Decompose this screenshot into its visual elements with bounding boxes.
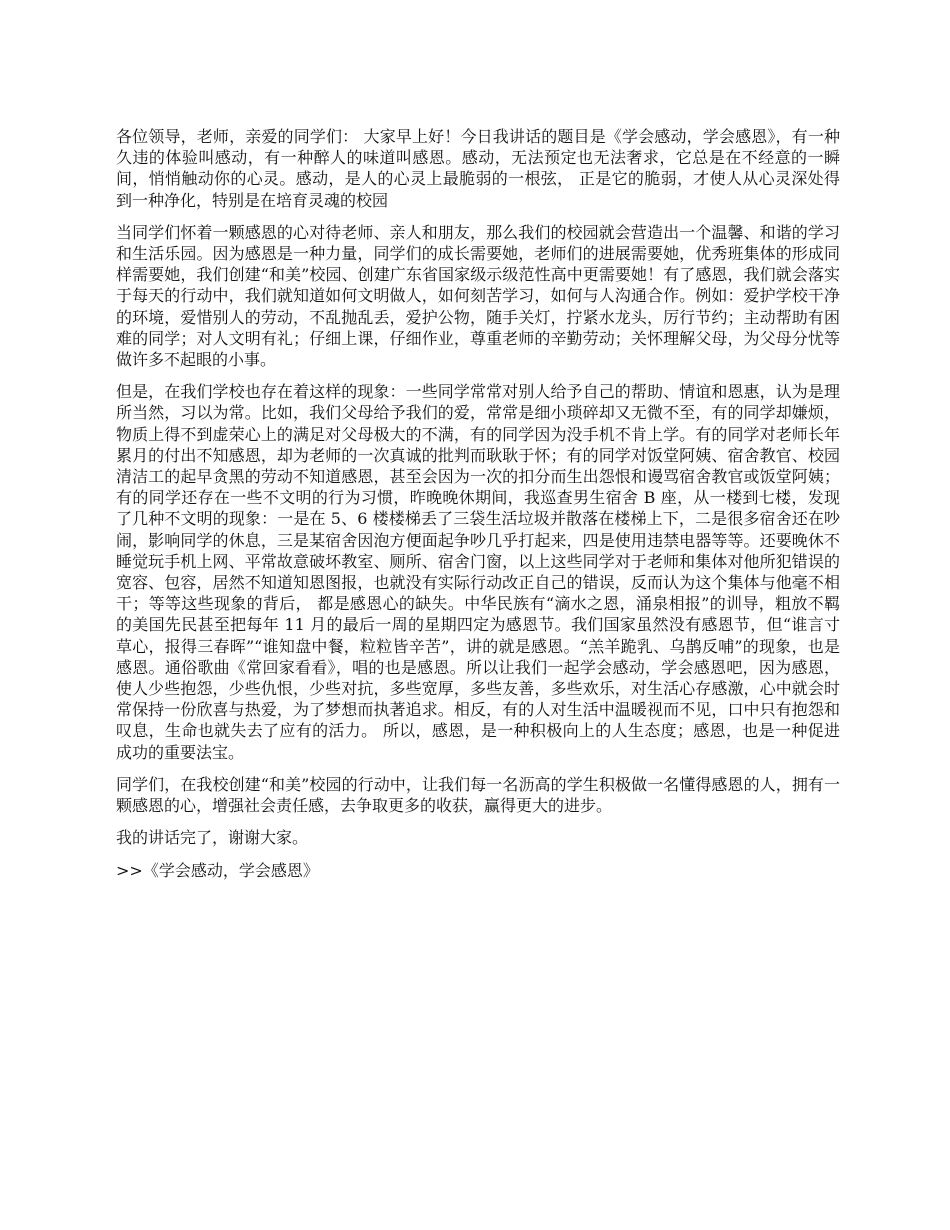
article-link[interactable]: >>《学会感动，学会感恩》 — [116, 860, 319, 880]
paragraph-call-to-action: 同学们，在我校创建“和美”校园的行动中，让我们每一名沥高的学生积极做一名懂得感恩的人，拥有一颗感恩的心，增强社会责任感，去争取更多的收获，赢得更大的进步。 — [116, 774, 840, 816]
document-body — [116, 126, 840, 881]
paragraph-greeting: 各位领导，老师，亲爱的同学们： 大家早上好！今日我讲话的题目是《学会感动，学会感恩》，有一种久违的体验叫感动，有一种醉人的味道叫感恩。感动，无法预定也无法奢求，它总是在不经意的一瞬间，悄悄触动你的心灵。感动，是人的心灵上最脆弱的一根弦， 正是它的脆弱，才使人从心灵深处得到一种净化，特别是在培育灵魂的校园 — [116, 127, 840, 210]
paragraph-problems: 但是，在我们学校也存在着这样的现象：一些同学常常对别人给予自己的帮助、情谊和恩惠，认为是理所当然，习以为常。比如，我们父母给予我们的爱，常常是细小琐碎却又无微不至，有的同学却嫌烦，物质上得不到虚荣心上的满足对父母极大的不满，有的同学因为没手机不肯上学。有的同学对老师长年累月的付出不知感恩，却为老师的一次真诚的批判而耿耿于怀；有的同学对饭堂阿姨、宿舍教官、校园清洁工的起早贪黑的劳动不知道感恩，甚至会因为一次的扣分而生出怨恨和谩骂宿舍教官或饭堂阿姨；有的同学还存在一些不文明的行为习惯，昨晚晚休期间，我巡查男生宿舍 B 座，从一楼到七楼，发现了几种不文明的现象：一是在 5、6 楼楼梯丢了三袋生活垃圾并散落在楼梯上下，二是很多宿舍还在吵闹，影响同学的休息，三是某宿舍因泡方便面起争吵几乎打起来，四是使用违禁电器等等。还要晚休不睡觉玩手机上网、平常故意破坏教室、厕所、宿舍门窗，以上这些同学对于老师和集体对他所犯错误的宽容、包容，居然不知道知恩图报，也就没有实际行动改正自己的错误，反而认为这个集体与他毫不相干；等等这些现象的背后， 都是感恩心的缺失。中华民族有“滴水之恩，涌泉相报”的训导，粗放不羁的美国先民甚至把每年 11 月的最后一周的星期四定为感恩节。我们国家虽然没有感恩节，但“谁言寸草心，报得三春晖”“谁知盘中餐，粒粒皆辛苦”，讲的就是感恩。“羔羊跪乳、乌鹊反哺”的现象，也是感恩。通俗歌曲《常回家看看》，唱的也是感恩。所以让我们一起学会感动，学会感恩吧，因为感恩，使人少些抱怨，少些仇恨，少些对抗，多些宽厚，多些友善，多些欢乐，对生活心存感激，心中就会时常保持一份欣喜与热爱，为了梦想而执著追求。相反，有的人对生活中温暖视而不见，口中只有抱怨和叹息，生命也就失去了应有的活力。 所以，感恩，是一种积极向上的人生态度；感恩，也是一种促进成功的重要法宝。 — [116, 382, 840, 762]
paragraph-gratitude-power: 当同学们怀着一颗感恩的心对待老师、亲人和朋友，那么我们的校园就会营造出一个温馨、和谐的学习和生活乐园。因为感恩是一种力量，同学们的成长需要她，老师们的进展需要她，优秀班集体的形成同样需要她，我们创建“和美”校园、创建广东省国家级示级范性高中更需要她！有了感恩，我们就会落实于每天的行动中，我们就知道如何文明做人，如何刻苦学习，如何与人沟通合作。例如：爱护学校干净的环境，爱惜别人的劳动，不乱抛乱丢，爱护公物，随手关灯，拧紧水龙头，厉行节约；主动帮助有困难的同学；对人文明有礼；仔细上课，仔细作业，尊重老师的辛勤劳动；关怀理解父母，为父母分忧等做许多不起眼的小事。 — [116, 222, 840, 370]
paragraph-closing: 我的讲话完了，谢谢大家。 — [116, 828, 309, 848]
